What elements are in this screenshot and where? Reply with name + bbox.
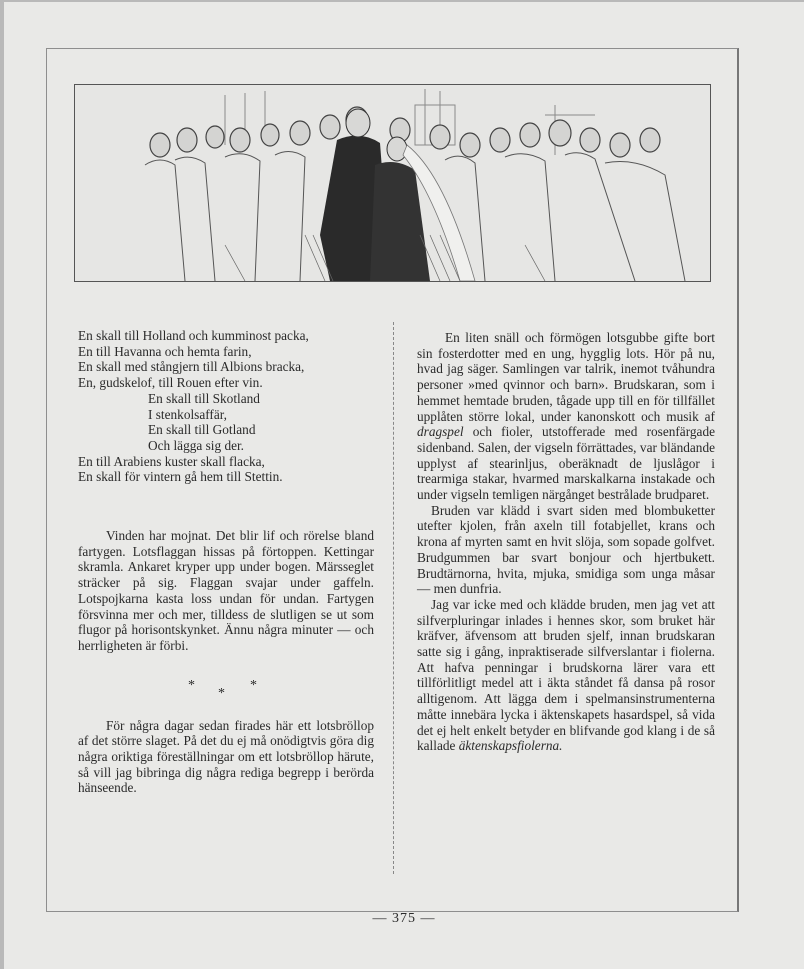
right-prose — [417, 330, 715, 754]
italic-term: dragspel — [417, 424, 464, 440]
wedding-illustration — [74, 84, 711, 282]
italic-term: äktenskapsfiolerna. — [458, 738, 563, 754]
paragraph: För några dagar sedan firades här ett lotsbröllop af det större slaget. På det du ej må onödigtvis göra dig några oriktiga föreställningar om ett lotsbröllop härute, så vill jag bibringa dig några rediga begrepp i berörda hänseende. — [78, 717, 374, 796]
poem-line: En skall till Skotland — [148, 390, 260, 406]
poem-line: En skall till Holland och kumminost packa, — [78, 328, 309, 343]
column-divider — [393, 322, 394, 874]
paragraph-text: En liten snäll och förmögen lotsgubbe gifte bort sin fosterdotter med en ung, hygglig lots. Hör på nu, hvad jag säger. Samlingen var talrik, inemot tvåhundra personer »med qvinnor och barn». Brudskaran, som i hemmet hemtade bruden, tågade upp till en för tillfället upplåten större lokal, under kanonskott och musik af — [417, 330, 715, 424]
poem-line: En skall för vintern gå hem till Stettin. — [78, 469, 283, 485]
poem-line: En skall med stångjern till Albions bracka, — [78, 359, 305, 375]
star: * — [218, 685, 225, 701]
paragraph — [417, 597, 715, 754]
paragraph-text: Jag var icke med och klädde bruden, men jag vet att silfverpluringar inlades i hennes skor, som bruket här kräfver, äfvensom att bruden sjelf, innan brudskaran satte sig i gång, inpraktiserade silfverslantar i fiolerna. Att hafva penningar i brudskorna lärer vara ett tillförlitligt medel att i äkta ståndet få dansa på rosor alltigenom. Att lägga dem i spelmansinstrumenterna måtte innebära lycka i äktenskapets hasardspel, så vida det ej helt enkelt betyder en blifvande god klang i de så kallade — [417, 596, 715, 754]
wedding-crowd-image — [75, 85, 710, 281]
poem-line: En skall till Gotland — [148, 422, 256, 438]
paragraph: Bruden var klädd i svart siden med blombuketter utefter kjolen, från axeln till fotabjellet, krans och krona af myrten samt en hvit slöja, som sopade golfvet. Brudgummen bar svart bonjour och hjertbukett. Brudtärnorna, hvita, mjuka, smidiga som unga måsar — men dunfria. — [417, 502, 715, 597]
paragraph-text: och fioler, utstofferade med rosenfärgade sidenband. Salen, der vigseln förrättades, var bländande upplyst af stearinljus, oberäknadt de ljuslågor i trearmiga stakar, hvarmed marskalkarna instakade och under vigseln temligen närgånget bestrålade brudparet. — [417, 424, 715, 503]
left-prose-2 — [78, 718, 374, 797]
left-column — [78, 328, 374, 796]
right-column — [417, 330, 715, 754]
paragraph — [417, 330, 715, 503]
page-number: — 375 — — [372, 911, 436, 926]
paragraph: Vinden har mojnat. Det blir lif och rörelse bland fartygen. Lotsflaggan hissas på förtoppen. Kettingar skramla. Ankaret kryper upp under bogen. Märsseglet sträcker på sig. Flaggan svajar under gaffeln. Lotspojkarna kasta loss undan för undan. Fartygen försvinna mer och mer, tilldess de slutligen se ut som flugor på horisontskynket. Ännu några minuter — och herrligheten är förbi. — [78, 528, 374, 653]
left-prose-1 — [78, 528, 374, 654]
poem-line: Och lägga sig der. — [148, 437, 245, 453]
poem-line: En till Havanna och hemta farin, — [78, 343, 252, 359]
poem-line: I stenkolsaffär, — [148, 406, 227, 422]
poem — [78, 328, 374, 485]
page — [4, 2, 804, 969]
poem-line: En till Arabiens kuster skall flacka, — [78, 453, 265, 469]
star: * — [188, 677, 195, 693]
spacer — [78, 485, 374, 528]
star: * — [250, 677, 257, 693]
poem-line: En, gudskelof, till Rouen efter vin. — [78, 375, 263, 391]
section-stars — [78, 654, 374, 718]
